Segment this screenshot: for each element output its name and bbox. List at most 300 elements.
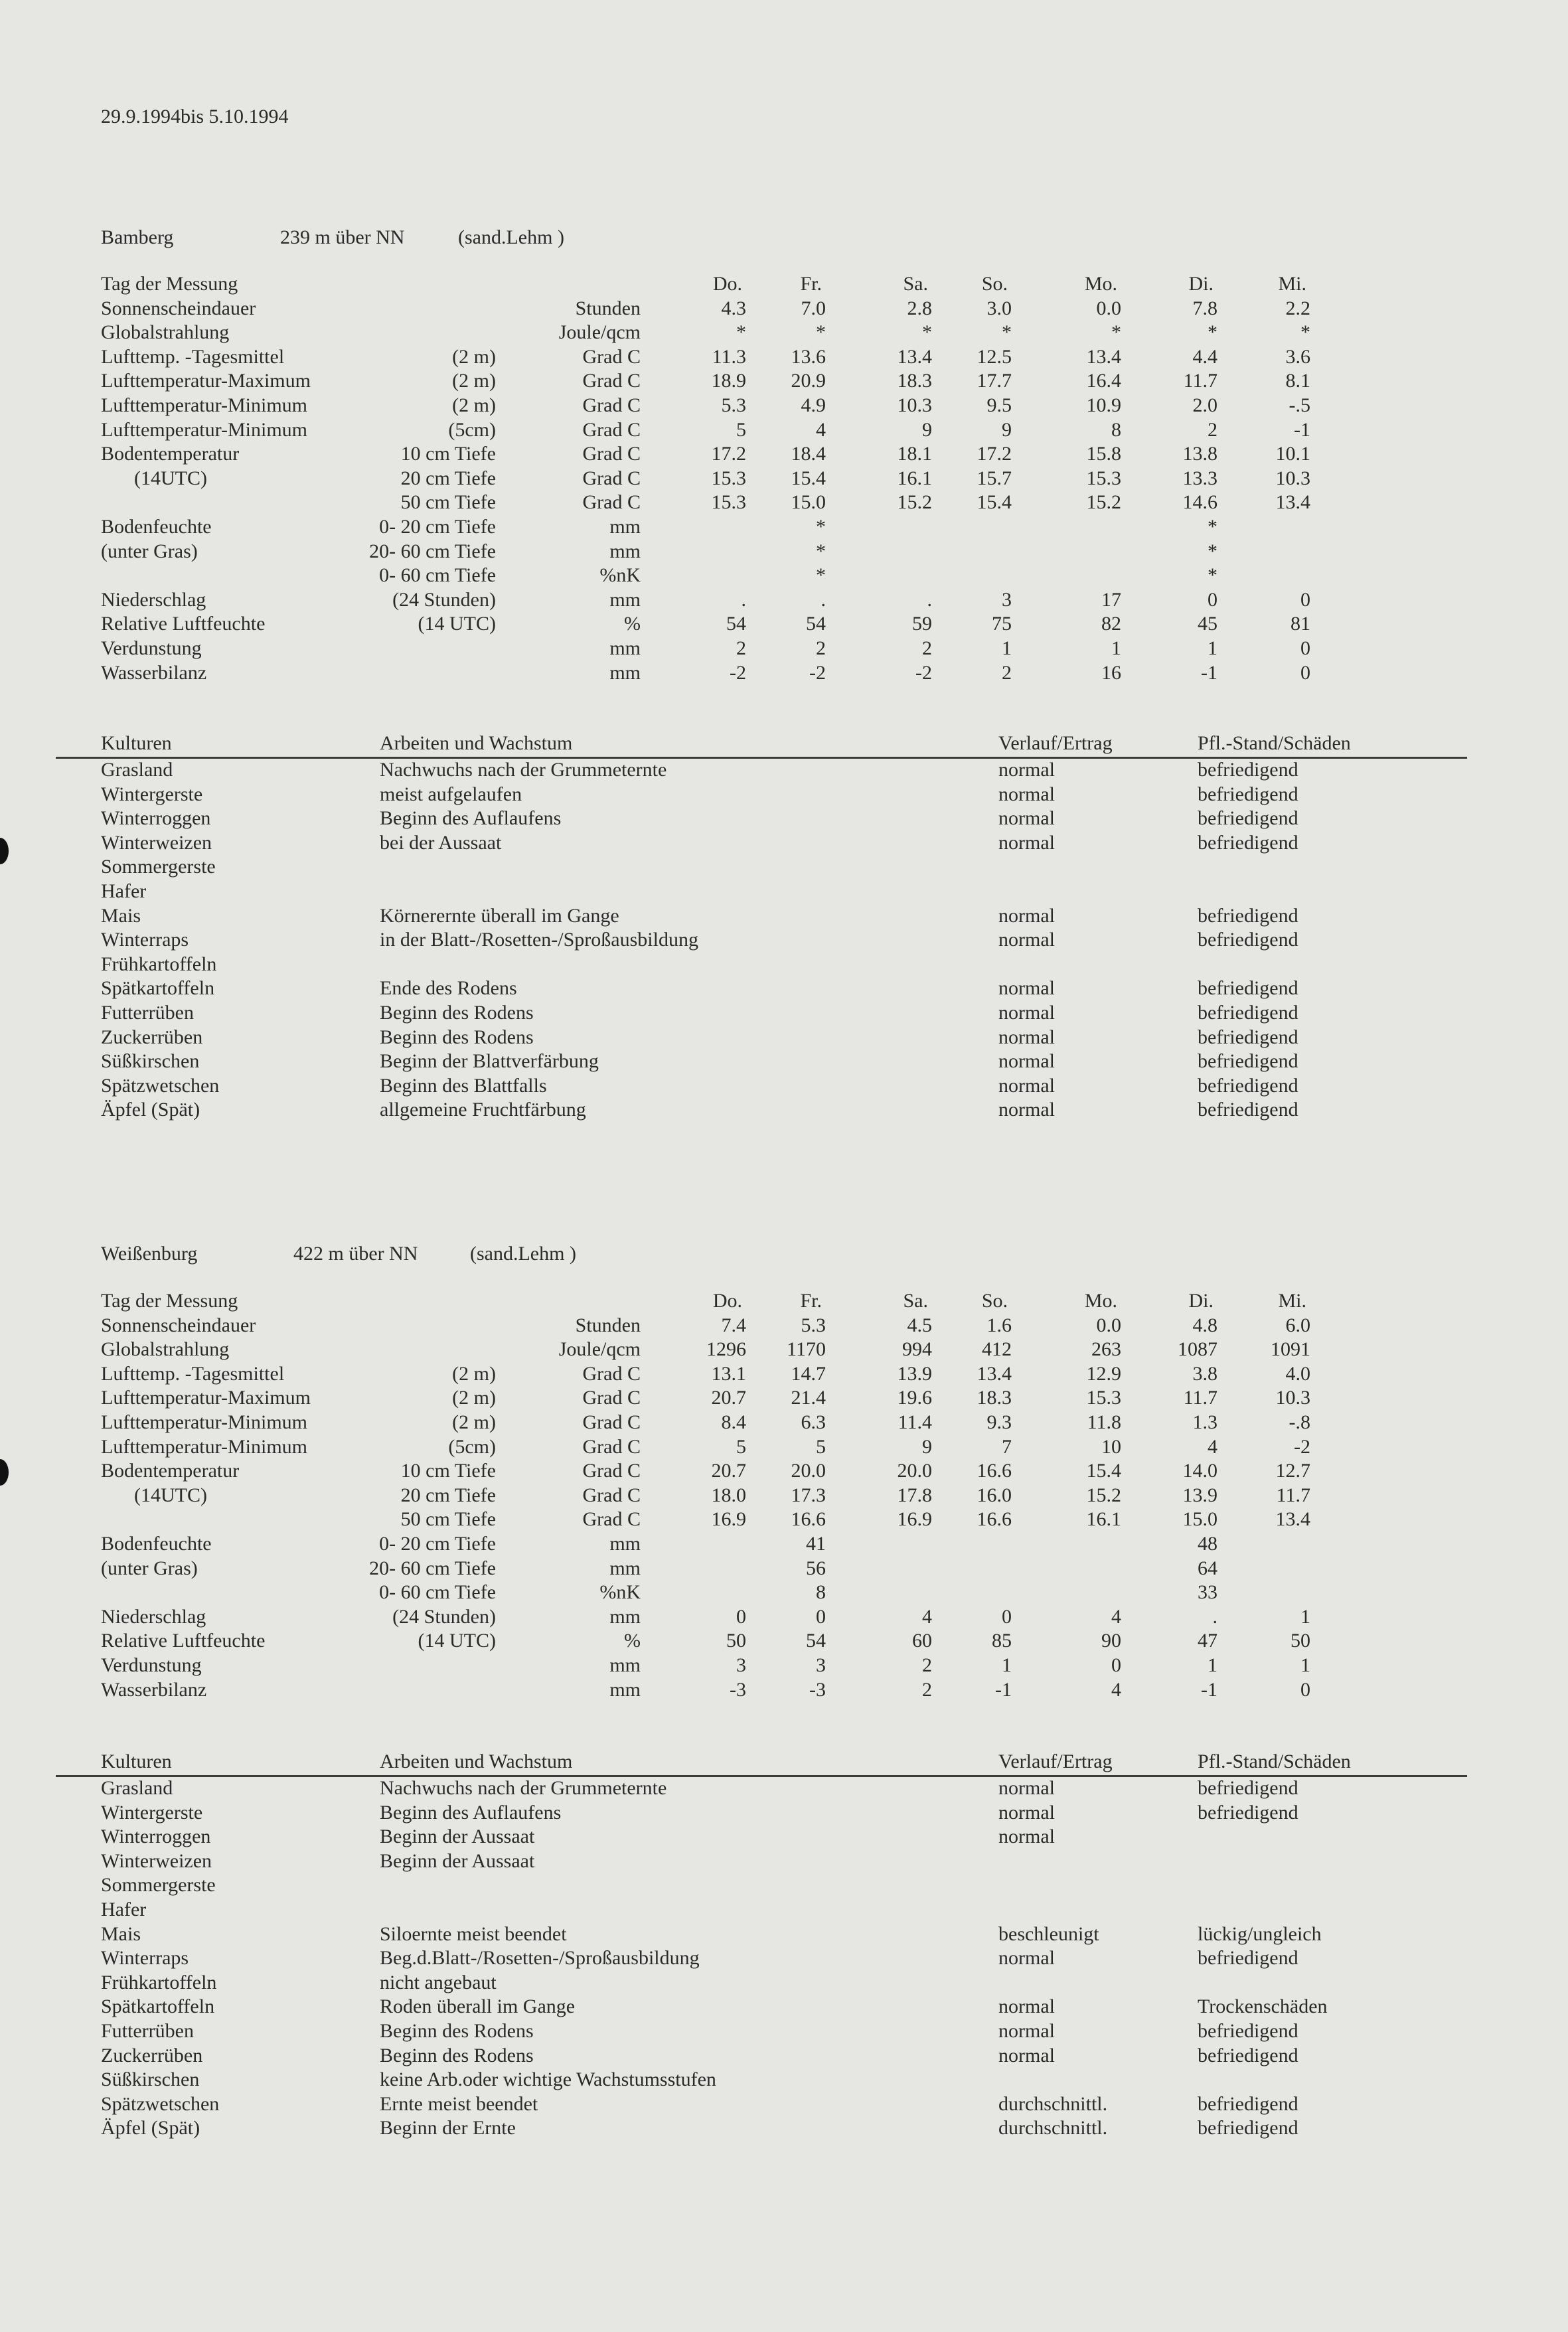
weather-value: 16.1	[1086, 1508, 1121, 1531]
weather-value: 1	[1002, 1654, 1012, 1676]
weather-value: 13.9	[1182, 1484, 1217, 1506]
weather-value: 1.3	[1192, 1411, 1217, 1433]
weather-value: 16.4	[1086, 370, 1121, 392]
weather-value: 54	[806, 1630, 826, 1652]
weather-value: 2.8	[907, 297, 932, 319]
crop-progress: normal	[998, 1826, 1055, 1848]
weather-value: 50	[1291, 1630, 1310, 1652]
weather-unit: Grad C	[582, 1484, 641, 1506]
day-header: Sa.	[903, 273, 928, 295]
weather-value: 18.4	[791, 443, 826, 465]
weather-unit: Grad C	[582, 1508, 641, 1531]
weather-value: 21.4	[791, 1387, 826, 1409]
weather-unit: mm	[609, 1533, 641, 1555]
weather-value: 2.0	[1192, 394, 1217, 416]
day-header: Di.	[1188, 1290, 1214, 1312]
weather-value: 14.7	[791, 1362, 826, 1385]
weather-label: Tag der Messung	[101, 1290, 238, 1312]
weather-value: *	[1208, 516, 1217, 538]
weather-value: 16.9	[897, 1508, 932, 1531]
weather-value: 17.3	[791, 1484, 826, 1506]
weather-value: 5	[736, 418, 746, 441]
weather-value: 0	[1300, 588, 1310, 611]
weather-value: 8	[1111, 418, 1121, 441]
weather-label: Verdunstung	[101, 637, 202, 659]
weather-value: 15.3	[711, 491, 746, 514]
weather-value: 1296	[706, 1338, 746, 1361]
weather-unit: %nK	[599, 1581, 641, 1604]
weather-value: 2	[922, 637, 932, 659]
weather-value: 1	[1002, 637, 1012, 659]
weather-value: 13.6	[791, 345, 826, 368]
crop-condition: lückig/ungleich	[1198, 1922, 1322, 1945]
weather-value: 16.9	[711, 1508, 746, 1531]
weather-value: 60	[912, 1630, 932, 1652]
weather-value: 10.3	[897, 394, 932, 416]
weather-value: 2	[1208, 418, 1217, 441]
weather-label: Globalstrahlung	[101, 321, 230, 344]
crop-work: Siloernte meist beendet	[380, 1922, 567, 1945]
weather-qualifier: (2 m)	[452, 1362, 496, 1385]
crop-header-work: Arbeiten und Wachstum	[380, 732, 573, 754]
weather-unit: mm	[609, 1605, 641, 1628]
weather-unit: mm	[609, 588, 641, 611]
weather-value: 11.8	[1087, 1411, 1121, 1433]
weather-value: 1	[1111, 637, 1121, 659]
weather-value: 11.7	[1276, 1484, 1310, 1506]
crop-work: nicht angebaut	[380, 1971, 497, 1993]
weather-value: 64	[1198, 1557, 1217, 1579]
crop-name: Süßkirschen	[101, 1050, 200, 1073]
weather-qualifier: (2 m)	[452, 394, 496, 416]
weather-value: 4	[922, 1605, 932, 1628]
weather-value: 15.2	[897, 491, 932, 514]
weather-value: 4.9	[801, 394, 826, 416]
weather-value: 3.6	[1285, 345, 1310, 368]
crop-header-culture: Kulturen	[101, 732, 172, 754]
weather-value: 4.0	[1285, 1362, 1310, 1385]
crop-condition: befriedigend	[1198, 929, 1298, 951]
weather-value: 20.7	[711, 1460, 746, 1482]
weather-qualifier: (14 UTC)	[418, 1630, 496, 1652]
weather-value: 10.3	[1275, 1387, 1310, 1409]
day-header: Mi.	[1278, 273, 1306, 295]
crop-condition: befriedigend	[1198, 904, 1298, 927]
weather-value: -2	[915, 661, 932, 684]
crop-name: Äpfel (Spät)	[101, 1099, 200, 1121]
weather-value: 7.4	[721, 1314, 746, 1336]
crop-name: Grasland	[101, 1777, 173, 1799]
weather-value: 11.7	[1183, 1387, 1217, 1409]
crop-progress: normal	[998, 929, 1055, 951]
crop-name: Winterroggen	[101, 807, 211, 830]
crop-progress: normal	[998, 783, 1055, 805]
weather-label: Niederschlag	[101, 588, 206, 611]
weather-value: *	[1208, 540, 1217, 562]
weather-value: 0	[1208, 588, 1217, 611]
weather-value: 13.4	[897, 345, 932, 368]
weather-qualifier: 0- 20 cm Tiefe	[379, 1533, 496, 1555]
weather-value: 0.0	[1096, 1314, 1121, 1336]
day-header: Sa.	[903, 1290, 928, 1312]
crop-name: Wintergerste	[101, 1801, 203, 1824]
crop-work: Beginn des Auflaufens	[380, 807, 562, 830]
crop-name: Mais	[101, 1922, 141, 1945]
weather-value: 1170	[787, 1338, 826, 1361]
weather-value: 9	[922, 418, 932, 441]
crop-condition: befriedigend	[1198, 783, 1298, 805]
crop-name: Winterraps	[101, 1947, 189, 1970]
weather-value: 18.3	[977, 1387, 1012, 1409]
weather-value: 8.4	[721, 1411, 746, 1433]
weather-value: 4	[1208, 1435, 1217, 1458]
weather-label: Lufttemperatur-Maximum	[101, 1387, 311, 1409]
weather-value: 15.4	[791, 467, 826, 489]
weather-value: *	[816, 321, 826, 344]
weather-value: 10	[1101, 1435, 1121, 1458]
weather-qualifier: 20- 60 cm Tiefe	[369, 540, 496, 562]
crop-name: Wintergerste	[101, 783, 203, 805]
crop-progress: normal	[998, 1002, 1055, 1024]
weather-unit: mm	[609, 1678, 641, 1701]
crop-condition: befriedigend	[1198, 977, 1298, 1000]
crop-condition: befriedigend	[1198, 2117, 1298, 2139]
weather-value: -1	[995, 1678, 1012, 1701]
weather-label: Bodenfeuchte	[101, 1533, 212, 1555]
weather-value: 4.8	[1192, 1314, 1217, 1336]
weather-value: 5.3	[721, 394, 746, 416]
crop-name: Zuckerrüben	[101, 2044, 203, 2066]
weather-value: 15.2	[1086, 1484, 1121, 1506]
weather-value: 0	[1300, 1678, 1310, 1701]
weather-value: 4.5	[907, 1314, 932, 1336]
weather-value: 15.8	[1086, 443, 1121, 465]
day-header: Di.	[1188, 273, 1214, 295]
weather-unit: Grad C	[582, 443, 641, 465]
crop-work: in der Blatt-/Rosetten-/Sproßausbildung	[380, 929, 698, 951]
weather-value: 11.3	[712, 345, 746, 368]
weather-label: Lufttemperatur-Minimum	[101, 418, 307, 441]
crop-name: Süßkirschen	[101, 2068, 200, 2091]
weather-unit: mm	[609, 1557, 641, 1579]
weather-value: -2	[1294, 1435, 1310, 1458]
weather-value: 18.9	[711, 370, 746, 392]
weather-value: 13.3	[1182, 467, 1217, 489]
crop-work: Beginn der Ernte	[380, 2117, 516, 2139]
weather-value: 2	[816, 637, 826, 659]
weather-value: *	[1111, 321, 1121, 344]
weather-value: 1	[1300, 1654, 1310, 1676]
crop-name: Winterweizen	[101, 831, 212, 854]
weather-qualifier: 20 cm Tiefe	[400, 467, 496, 489]
weather-value: 16.6	[977, 1508, 1012, 1531]
weather-value: 6.3	[801, 1411, 826, 1433]
crop-condition: befriedigend	[1198, 1777, 1298, 1799]
crop-progress: normal	[998, 1947, 1055, 1970]
weather-value: *	[816, 564, 826, 587]
crop-progress: normal	[998, 1801, 1055, 1824]
weather-value: 16.6	[977, 1460, 1012, 1482]
weather-unit: Joule/qcm	[558, 1338, 641, 1361]
weather-unit: mm	[609, 637, 641, 659]
weather-value: 15.3	[1086, 467, 1121, 489]
weather-qualifier: 20- 60 cm Tiefe	[369, 1557, 496, 1579]
weather-value: 81	[1291, 613, 1310, 635]
weather-value: 54	[806, 613, 826, 635]
weather-value: 2	[1002, 661, 1012, 684]
day-header: Do.	[712, 273, 742, 295]
weather-value: 14.6	[1182, 491, 1217, 514]
weather-value: 3	[736, 1654, 746, 1676]
weather-value: 15.0	[1182, 1508, 1217, 1531]
crop-condition: befriedigend	[1198, 759, 1298, 781]
weather-value: 0	[1300, 637, 1310, 659]
weather-qualifier: (24 Stunden)	[392, 588, 496, 611]
weather-value: 1091	[1271, 1338, 1310, 1361]
weather-value: *	[922, 321, 932, 344]
crop-work: Beginn der Aussaat	[380, 1849, 535, 1872]
weather-value: *	[1208, 564, 1217, 587]
weather-value: 12.9	[1086, 1362, 1121, 1385]
crop-condition: befriedigend	[1198, 1074, 1298, 1097]
weather-value: -1	[1201, 1678, 1217, 1701]
weather-unit: mm	[609, 540, 641, 562]
crop-name: Spätzwetschen	[101, 2092, 220, 2115]
station-name: Weißenburg	[101, 1243, 198, 1265]
weather-value: 994	[902, 1338, 932, 1361]
crop-name: Mais	[101, 904, 141, 927]
weather-value: -1	[1201, 661, 1217, 684]
weather-value: 0	[1300, 661, 1310, 684]
weather-unit: Joule/qcm	[558, 321, 641, 344]
crop-progress: durchschnittl.	[998, 2117, 1108, 2139]
crop-progress: normal	[998, 1777, 1055, 1799]
crop-work: Nachwuchs nach der Grummeternte	[380, 759, 667, 781]
weather-value: 9.3	[986, 1411, 1012, 1433]
day-header: Do.	[712, 1290, 742, 1312]
crop-work: Beginn der Blattverfärbung	[380, 1050, 599, 1073]
weather-value: 3	[1002, 588, 1012, 611]
weather-value: 16.1	[897, 467, 932, 489]
weather-value: 18.3	[897, 370, 932, 392]
weather-value: 17	[1101, 588, 1121, 611]
crop-name: Futterrüben	[101, 1002, 194, 1024]
weather-value: 85	[992, 1630, 1012, 1652]
weather-value: 13.4	[1275, 1508, 1310, 1531]
weather-value: 10.3	[1275, 467, 1310, 489]
weather-value: 15.0	[791, 491, 826, 514]
crop-header-progress: Verlauf/Ertrag	[998, 732, 1113, 754]
weather-value: 20.0	[791, 1460, 826, 1482]
weather-label: Globalstrahlung	[101, 1338, 230, 1361]
crop-work: Ernte meist beendet	[380, 2092, 538, 2115]
weather-value: 15.4	[1086, 1460, 1121, 1482]
weather-value: 7.0	[801, 297, 826, 319]
day-header: Fr.	[800, 1290, 822, 1312]
crop-progress: normal	[998, 2044, 1055, 2066]
crop-name: Winterraps	[101, 929, 189, 951]
weather-value: 14.0	[1182, 1460, 1217, 1482]
weather-value: 5	[816, 1435, 826, 1458]
crop-progress: normal	[998, 831, 1055, 854]
weather-value: 15.3	[1086, 1387, 1121, 1409]
weather-value: 9	[1002, 418, 1012, 441]
weather-value: 48	[1198, 1533, 1217, 1555]
crop-name: Spätzwetschen	[101, 1074, 220, 1097]
punch-hole	[0, 838, 9, 864]
crop-name: Zuckerrüben	[101, 1026, 203, 1048]
crop-name: Winterroggen	[101, 1826, 211, 1848]
crop-name: Sommergerste	[101, 1874, 216, 1897]
crop-work: Nachwuchs nach der Grummeternte	[380, 1777, 667, 1799]
day-header: Mo.	[1084, 273, 1117, 295]
weather-value: -2	[809, 661, 826, 684]
crop-progress: normal	[998, 977, 1055, 1000]
weather-value: -3	[809, 1678, 826, 1701]
crop-header-work: Arbeiten und Wachstum	[380, 1750, 573, 1772]
weather-value: *	[1300, 321, 1310, 344]
weather-value: 20.7	[711, 1387, 746, 1409]
weather-value: 15.4	[977, 491, 1012, 514]
weather-value: 4	[816, 418, 826, 441]
weather-unit: %	[624, 613, 641, 635]
weather-value: 263	[1091, 1338, 1121, 1361]
weather-unit: mm	[609, 516, 641, 538]
weather-value: 13.4	[1086, 345, 1121, 368]
weather-qualifier: 20 cm Tiefe	[400, 1484, 496, 1506]
weather-value: -2	[730, 661, 746, 684]
weather-unit: Stunden	[575, 297, 641, 319]
weather-value: 16.0	[977, 1484, 1012, 1506]
weather-unit: Grad C	[582, 370, 641, 392]
crop-progress: normal	[998, 759, 1055, 781]
weather-value: 6.0	[1285, 1314, 1310, 1336]
weather-label: (unter Gras)	[101, 540, 198, 562]
weather-value: .	[1212, 1605, 1217, 1628]
crop-condition: befriedigend	[1198, 1050, 1298, 1073]
crop-condition: befriedigend	[1198, 807, 1298, 830]
weather-value: 1087	[1178, 1338, 1217, 1361]
weather-value: 20.9	[791, 370, 826, 392]
weather-value: 75	[992, 613, 1012, 635]
weather-label: Niederschlag	[101, 1605, 206, 1628]
weather-unit: Grad C	[582, 1435, 641, 1458]
weather-qualifier: (5cm)	[448, 418, 496, 441]
weather-value: 17.7	[977, 370, 1012, 392]
weather-value: 15.2	[1086, 491, 1121, 514]
crop-condition: befriedigend	[1198, 2092, 1298, 2115]
crop-progress: normal	[998, 904, 1055, 927]
crop-header-condition: Pfl.-Stand/Schäden	[1198, 1750, 1351, 1772]
weather-qualifier: 0- 20 cm Tiefe	[379, 516, 496, 538]
weather-value: -1	[1294, 418, 1310, 441]
weather-qualifier: (2 m)	[452, 1387, 496, 1409]
weather-value: 4	[1111, 1605, 1121, 1628]
weather-qualifier: 0- 60 cm Tiefe	[379, 564, 496, 587]
date-range: 29.9.1994bis 5.10.1994	[101, 106, 289, 127]
weather-value: 9	[922, 1435, 932, 1458]
weather-value: 13.4	[977, 1362, 1012, 1385]
weather-value: 15.3	[711, 467, 746, 489]
weather-value: 18.0	[711, 1484, 746, 1506]
weather-label: Lufttemp. -Tagesmittel	[101, 1362, 285, 1385]
weather-value: 17.2	[977, 443, 1012, 465]
weather-value: 33	[1198, 1581, 1217, 1604]
weather-value: 17.2	[711, 443, 746, 465]
weather-label: Sonnenscheindauer	[101, 297, 256, 319]
weather-label: Verdunstung	[101, 1654, 202, 1676]
crop-name: Grasland	[101, 759, 173, 781]
day-header: So.	[981, 1290, 1008, 1312]
crop-progress: normal	[998, 2020, 1055, 2042]
crop-condition: befriedigend	[1198, 831, 1298, 854]
crop-work: Roden überall im Gange	[380, 1995, 576, 2018]
weather-value: 56	[806, 1557, 826, 1579]
crop-condition: befriedigend	[1198, 1099, 1298, 1121]
weather-value: .	[927, 588, 932, 611]
weather-value: *	[1002, 321, 1012, 344]
crop-condition: befriedigend	[1198, 1002, 1298, 1024]
crop-name: Hafer	[101, 880, 147, 902]
weather-value: 18.1	[897, 443, 932, 465]
weather-label: Lufttemperatur-Maximum	[101, 370, 311, 392]
crop-condition: Trockenschäden	[1198, 1995, 1328, 2018]
weather-value: 13.8	[1182, 443, 1217, 465]
crop-name: Spätkartoffeln	[101, 1995, 215, 2018]
weather-value: 0.0	[1096, 297, 1121, 319]
day-header: Mo.	[1084, 1290, 1117, 1312]
weather-value: 2.2	[1285, 297, 1310, 319]
weather-value: 2	[922, 1678, 932, 1701]
weather-value: -3	[730, 1678, 746, 1701]
punch-hole	[0, 1459, 9, 1486]
weather-value: 5.3	[801, 1314, 826, 1336]
crop-work: bei der Aussaat	[380, 831, 502, 854]
weather-label: Relative Luftfeuchte	[101, 613, 266, 635]
crop-progress: normal	[998, 807, 1055, 830]
weather-qualifier: (5cm)	[448, 1435, 496, 1458]
weather-value: 59	[912, 613, 932, 635]
weather-value: 47	[1198, 1630, 1217, 1652]
crop-work: Beg.d.Blatt-/Rosetten-/Sproßausbildung	[380, 1947, 700, 1970]
weather-label: Bodentemperatur	[101, 1460, 240, 1482]
weather-label: Wasserbilanz	[101, 1678, 207, 1701]
station-name: Bamberg	[101, 226, 174, 248]
weather-label: Sonnenscheindauer	[101, 1314, 256, 1336]
weather-qualifier: (14 UTC)	[418, 613, 496, 635]
weather-unit: %nK	[599, 564, 641, 587]
weather-value: 20.0	[897, 1460, 932, 1482]
weather-value: 50	[726, 1630, 746, 1652]
weather-unit: %	[624, 1630, 641, 1652]
crop-condition: befriedigend	[1198, 2044, 1298, 2066]
weather-value: 0	[736, 1605, 746, 1628]
weather-unit: Stunden	[575, 1314, 641, 1336]
weather-label: Lufttemp. -Tagesmittel	[101, 345, 285, 368]
weather-label: Lufttemperatur-Minimum	[101, 394, 307, 416]
weather-value: 1	[1300, 1605, 1310, 1628]
weather-value: 412	[982, 1338, 1012, 1361]
weather-label: (14UTC)	[134, 1484, 207, 1506]
crop-progress: normal	[998, 1995, 1055, 2018]
weather-value: 13.9	[897, 1362, 932, 1385]
crop-name: Sommergerste	[101, 856, 216, 878]
weather-value: *	[1208, 321, 1217, 344]
weather-value: .	[821, 588, 826, 611]
weather-value: 2	[922, 1654, 932, 1676]
weather-value: 13.1	[711, 1362, 746, 1385]
crop-work: meist aufgelaufen	[380, 783, 522, 805]
